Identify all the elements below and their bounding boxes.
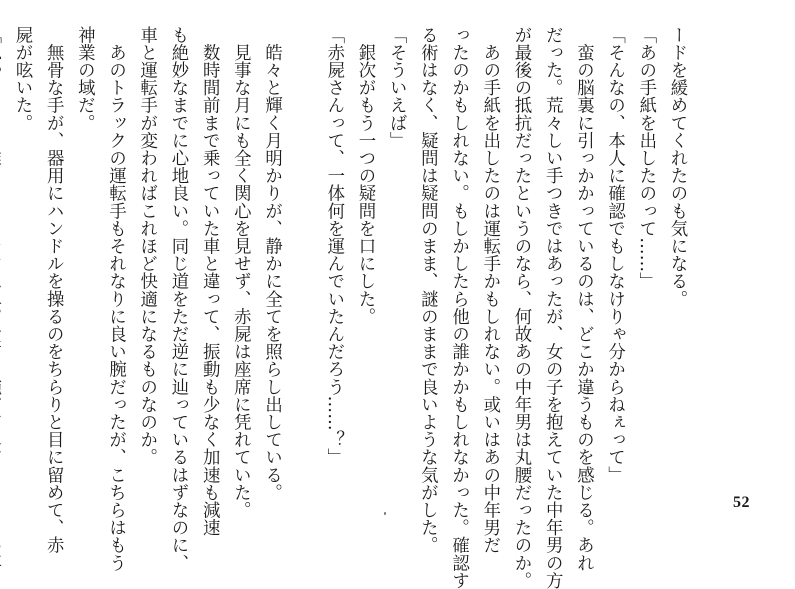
text-line: 銀次がもう一つの疑問を口にした。 (354, 26, 375, 326)
text-line: る術はなく、疑問は疑問のまま、謎のままで良いような気がした。 (417, 26, 438, 554)
text-line: 「あの手紙を出したのって……」 (635, 26, 656, 290)
text-line: 神業の域だ。 (74, 26, 95, 132)
vertical-text-block (0, 26, 692, 589)
text-line: 皓々と輝く月明かりが、静かに全てを照らし出している。 (261, 26, 282, 502)
text-line: あの手紙を出したのは運転手かもしれない。或いはあの中年男だ (479, 26, 500, 554)
text-line: あのトラックの運転手もそれなりに良い腕だったが、こちらはもう (105, 26, 126, 572)
scan-speck (384, 512, 386, 515)
text-line: が最後の抵抗だったというのなら、何故あの中年男は丸腰だったのか。 (510, 26, 531, 589)
text-line (0, 26, 6, 531)
text-line: ったのかもしれない。もしかしたら他の誰かかもしれなかった。確認す (448, 26, 469, 589)
text-line: 屍が呟いた。 (11, 26, 32, 132)
text-line: ードを緩めてくれたのも気になる。 (667, 26, 687, 308)
text-line: 蛮の脳裏に引っかかっているのは、どこか違うものを感じる。あれ (573, 26, 594, 572)
text-line: 数時間前まで乗っていた車と違って、振動も少なく加速も減速 (199, 26, 220, 537)
text-line: 見事な月にも全く関心を見せず、赤屍は座席に凭れていた。 (230, 26, 251, 519)
text-line: 車と運転手が変わればこれほど快適になるものなのか。 (136, 26, 157, 466)
text-line: 「赤屍さんって、一体何を運んでいたんだろう……？」 (323, 26, 344, 466)
text-line: 無骨な手が、器用にハンドルを操るのをちらりと目に留めて、赤 (43, 26, 64, 554)
scene-break (287, 26, 318, 531)
page-number: 52 (733, 494, 750, 511)
text-line: だった。荒々しい手つきではあったが、女の子を抱えていた中年男の方 (542, 26, 563, 589)
text-line: も絶妙なまでに心地良い。同じ道をただ逆に辿っているはずなのに、 (167, 26, 188, 572)
text-line: 「そんなの、本人に確認でもしなけりゃ分からねぇって」 (604, 26, 625, 484)
text-line: 「そういえば」 (386, 26, 407, 150)
